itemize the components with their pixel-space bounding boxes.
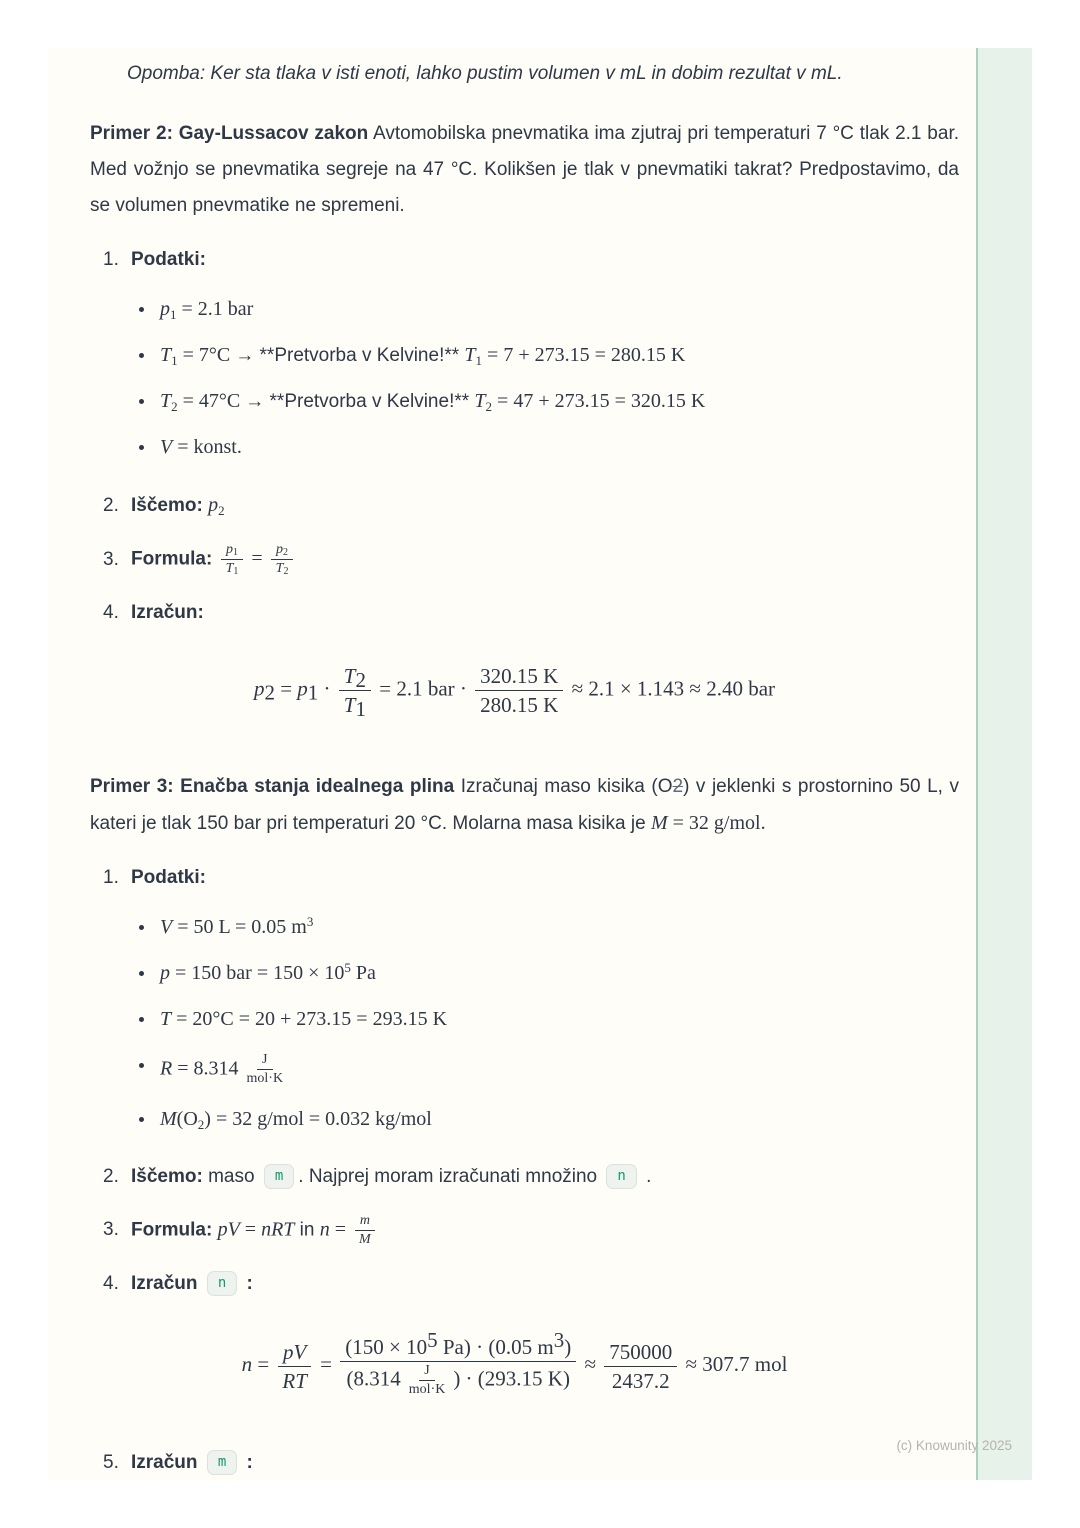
superscript: 3 <box>306 913 314 929</box>
math-text: ) = 32 g/mol = 0.032 kg/mol <box>204 1107 432 1130</box>
math-variable: T <box>464 344 476 366</box>
fraction <box>271 542 294 577</box>
math-text: = 7°C <box>177 344 236 366</box>
inline-code-chip: n <box>207 1271 237 1296</box>
math-text: ) <box>564 1335 572 1360</box>
list-item <box>90 914 959 941</box>
math-variable: p <box>208 494 219 516</box>
math-variable: p <box>276 542 284 557</box>
math-variable: V <box>160 436 173 458</box>
bold-text: Izračun <box>131 1451 203 1473</box>
text: in <box>294 1219 320 1241</box>
document-page <box>48 48 1032 1480</box>
data-list-example-3 <box>90 914 959 1133</box>
equation-gay-lussac <box>90 663 939 722</box>
document-content <box>48 48 1032 1477</box>
math-text: = 8.314 <box>172 1057 239 1080</box>
math-variable: R <box>160 1057 173 1080</box>
text: Opomba: Ker sta tlaka v isti enoti, lahko pustim volumen v mL in dobim rezultat v mL. <box>127 63 843 84</box>
list-number: 3. <box>103 548 119 570</box>
list-number: 5. <box>103 1451 119 1473</box>
math-text: = <box>329 1218 352 1241</box>
bullet-icon <box>139 925 144 930</box>
math-variable: n <box>319 1218 330 1241</box>
subscript: 2 <box>171 399 178 414</box>
math-variable: pV <box>283 1339 307 1364</box>
list-item-body <box>131 1449 959 1477</box>
math-variable: M <box>160 1107 177 1130</box>
math-text: ) · (293.15 K) <box>453 1366 570 1391</box>
list-item-body <box>131 599 959 627</box>
list-item-body <box>160 388 959 415</box>
fraction-numerator <box>278 1339 311 1367</box>
math-text: Pa) · (0.05 m <box>437 1335 554 1360</box>
fraction <box>404 1363 451 1398</box>
math-text: J <box>262 1051 268 1067</box>
bold-text: Iščemo: <box>131 1165 209 1187</box>
list-item <box>90 1006 959 1033</box>
fraction-numerator <box>257 1052 272 1070</box>
fraction <box>340 1328 576 1398</box>
list-item-formula-2 <box>90 542 959 577</box>
bold-text: Izračun: <box>131 602 204 624</box>
subscript: 2 <box>197 1116 205 1132</box>
math-variable: T <box>343 693 356 718</box>
list-item-body <box>131 542 959 577</box>
math-variable: T <box>343 664 356 689</box>
superscript: 3 <box>553 1328 565 1353</box>
fraction-denominator <box>342 1362 575 1398</box>
list-item-izracun-2 <box>90 599 959 627</box>
math-variable: T <box>160 344 172 366</box>
inline-code-chip: m <box>207 1450 237 1475</box>
list-item-iscemo-3 <box>90 1163 959 1191</box>
bullet-icon <box>139 1117 144 1122</box>
list-item-body <box>160 1006 959 1033</box>
math-variable: p <box>297 676 308 701</box>
list-item <box>90 342 959 369</box>
math-text: 2437.2 <box>611 1368 670 1393</box>
bullet-icon <box>139 353 144 358</box>
bullet-icon <box>139 971 144 976</box>
list-item-body <box>131 1270 959 1298</box>
fraction-denominator <box>339 691 371 722</box>
math-text: 280.15 K <box>480 693 559 718</box>
math-text: = <box>314 1352 338 1377</box>
math-text: = 2.1 bar · <box>373 676 473 701</box>
bold-text: Podatki: <box>131 866 206 888</box>
superscript: 5 <box>344 959 351 975</box>
fraction-denominator <box>221 560 244 577</box>
fraction-denominator <box>271 560 294 577</box>
math-text: ≈ <box>579 1352 602 1377</box>
subscript: 2 <box>355 668 366 693</box>
list-number: 3. <box>103 1219 119 1241</box>
data-list-example-2 <box>90 296 959 461</box>
example-2-paragraph <box>90 116 959 224</box>
text: maso <box>208 1165 260 1187</box>
subscript: 1 <box>170 307 177 322</box>
fraction-denominator <box>475 691 563 718</box>
bold-text: Formula: <box>131 1219 218 1241</box>
fraction <box>221 542 244 577</box>
list-item-formula-3 <box>90 1213 959 1248</box>
fraction-numerator <box>604 1339 677 1367</box>
text: → **Pretvorba v Kelvine!** <box>245 391 475 412</box>
math-text: (150 × 10 <box>345 1335 428 1360</box>
math-variable: V <box>160 915 173 938</box>
math-text: = konst. <box>172 436 242 458</box>
fraction-denominator <box>354 1231 376 1248</box>
bold-text: Primer 3: Enačba stanja idealnega plina <box>90 775 455 797</box>
math-text: (8.314 <box>346 1366 401 1391</box>
math-text: J <box>424 1363 430 1379</box>
math-variable: p <box>160 298 170 320</box>
list-item-izracun-n <box>90 1270 959 1298</box>
list-item <box>90 1106 959 1133</box>
subscript: 2 <box>264 680 275 705</box>
inline-code-chip: m <box>264 1164 294 1189</box>
subscript: 1 <box>307 680 319 705</box>
fraction-numerator <box>271 542 293 560</box>
fraction-denominator <box>242 1070 289 1087</box>
math-text: (O <box>176 1107 198 1130</box>
fraction-denominator <box>607 1367 675 1394</box>
list-item-body <box>160 434 959 461</box>
bullet-icon <box>139 1063 144 1068</box>
fraction <box>604 1339 677 1395</box>
math-text: = 47 + 273.15 = 320.15 K <box>492 390 706 412</box>
fraction-numerator <box>221 542 243 560</box>
fraction <box>277 1339 312 1395</box>
fraction-numerator <box>339 663 371 691</box>
math-variable: T <box>160 1007 172 1030</box>
math-text: 750000 <box>609 1339 673 1364</box>
math-text: · <box>318 676 336 701</box>
bold-text: Formula: <box>131 548 218 570</box>
bullet-icon <box>139 399 144 404</box>
list-item-body <box>131 491 959 520</box>
note-paragraph <box>127 58 959 90</box>
fraction-numerator <box>340 1328 576 1362</box>
fraction <box>354 1213 376 1248</box>
fraction <box>475 663 563 719</box>
math-variable: RT <box>282 1368 307 1393</box>
list-item-iscemo-2 <box>90 491 959 520</box>
example-3-paragraph <box>90 769 959 842</box>
subscript: 1 <box>355 697 366 722</box>
math-variable: p <box>253 676 265 701</box>
subscript: 2 <box>485 399 493 414</box>
fraction-numerator <box>355 1213 375 1231</box>
list-item <box>90 1052 959 1087</box>
strikethrough-text: 2 <box>672 775 684 797</box>
math-text: = 7 + 273.15 = 280.15 K <box>482 344 686 366</box>
math-variable: pV <box>217 1218 240 1241</box>
math-variable: T <box>160 390 172 412</box>
fraction-numerator <box>475 663 563 691</box>
list-item-podatki-2 <box>90 246 959 274</box>
list-item-podatki-3 <box>90 864 959 892</box>
bold-text: Iščemo: <box>131 495 209 516</box>
bold-text: : <box>241 1273 253 1295</box>
bullet-icon <box>139 1017 144 1022</box>
bullet-icon <box>139 307 144 312</box>
bullet-icon <box>139 445 144 450</box>
math-variable: m <box>359 1212 370 1228</box>
bold-text: Podatki: <box>131 249 206 270</box>
bold-text: : <box>241 1451 253 1473</box>
list-number: 1. <box>103 249 119 270</box>
math-text: ≈ 2.1 × 1.143 ≈ 2.40 bar <box>566 676 776 701</box>
list-item-body <box>131 1163 959 1191</box>
list-item <box>90 434 959 461</box>
subscript: 1 <box>232 547 238 558</box>
math-variable: M <box>650 811 668 834</box>
list-number: 2. <box>103 1165 119 1187</box>
list-item <box>90 388 959 415</box>
equation-ideal-gas-n <box>90 1328 939 1398</box>
list-item-body <box>131 864 959 892</box>
math-text: = 32 g/mol. <box>667 811 766 834</box>
text: . Najprej moram izračunati množino <box>298 1165 603 1187</box>
math-variable: p <box>160 961 170 984</box>
list-item-body <box>160 1106 959 1133</box>
subscript: 2 <box>283 547 289 558</box>
math-variable: nRT <box>261 1218 295 1241</box>
math-variable: p <box>225 542 233 557</box>
math-text: Pa <box>350 961 376 984</box>
math-variable: T <box>225 561 234 577</box>
list-number: 2. <box>103 495 119 516</box>
math-text: ≈ 307.7 mol <box>680 1352 788 1377</box>
text: Izračunaj maso kisika (O <box>454 775 673 797</box>
text: . <box>640 1165 652 1187</box>
list-item-body <box>160 342 959 369</box>
list-item-body <box>160 914 959 941</box>
subscript: 2 <box>283 566 289 578</box>
list-item <box>90 296 959 323</box>
list-item <box>90 960 959 987</box>
math-text: mol·K <box>246 1070 284 1086</box>
list-item-body <box>131 246 959 274</box>
fraction <box>242 1052 289 1087</box>
list-number: 1. <box>103 866 119 888</box>
list-item-body <box>131 1213 959 1248</box>
list-item-body <box>160 296 959 323</box>
math-variable: n <box>241 1352 253 1377</box>
math-text: = 150 bar = 150 × 10 <box>170 961 345 984</box>
subscript: 1 <box>475 353 483 368</box>
math-variable: M <box>359 1231 371 1247</box>
math-text: = <box>239 1218 262 1241</box>
list-number: 4. <box>103 1273 119 1295</box>
bold-text: Izračun <box>131 1273 203 1295</box>
math-text: = <box>252 1352 275 1377</box>
subscript: 2 <box>218 503 225 518</box>
subscript: 1 <box>233 566 239 578</box>
math-variable: T <box>275 561 284 577</box>
list-item-body <box>160 960 959 987</box>
fraction-denominator <box>404 1381 451 1398</box>
math-text: = <box>246 547 268 570</box>
fraction <box>339 663 371 722</box>
text: → **Pretvorba v Kelvine!** <box>235 345 465 366</box>
text: Avtomobilska pnevmatika ima zjutraj pri temperaturi 7 °C tlak 2.1 bar. Med vožnjo se pnevmatika segreje na 47 °C. Kolikšen je tlak v pnevmatiki takrat? Predpostavimo, da se volumen pnevmatike ne spremeni. <box>90 123 959 216</box>
superscript: 5 <box>427 1328 438 1353</box>
math-text: mol·K <box>408 1382 446 1398</box>
bold-text: Primer 2: Gay-Lussacov zakon <box>90 123 369 144</box>
math-text: = 47°C <box>177 390 246 412</box>
math-text: = <box>274 676 298 701</box>
math-text: 320.15 K <box>480 664 559 689</box>
math-text: = 2.1 bar <box>176 298 254 320</box>
text: ) v jeklenki s prostornino 50 L, v kateri je tlak 150 bar pri temperaturi 20 °C. Molarna masa kisika je <box>90 775 959 834</box>
list-item-body <box>160 1052 959 1087</box>
fraction-numerator <box>419 1363 434 1381</box>
math-text: = 50 L = 0.05 m <box>172 915 307 938</box>
math-text: = 20°C = 20 + 273.15 = 293.15 K <box>171 1007 448 1030</box>
math-variable: T <box>474 390 486 412</box>
copyright-watermark: (c) Knowunity 2025 <box>896 1438 1012 1453</box>
list-item-izracun-m <box>90 1449 959 1477</box>
subscript: 1 <box>171 353 178 368</box>
list-number: 4. <box>103 602 119 624</box>
inline-code-chip: n <box>606 1164 636 1189</box>
fraction-denominator <box>277 1367 312 1394</box>
